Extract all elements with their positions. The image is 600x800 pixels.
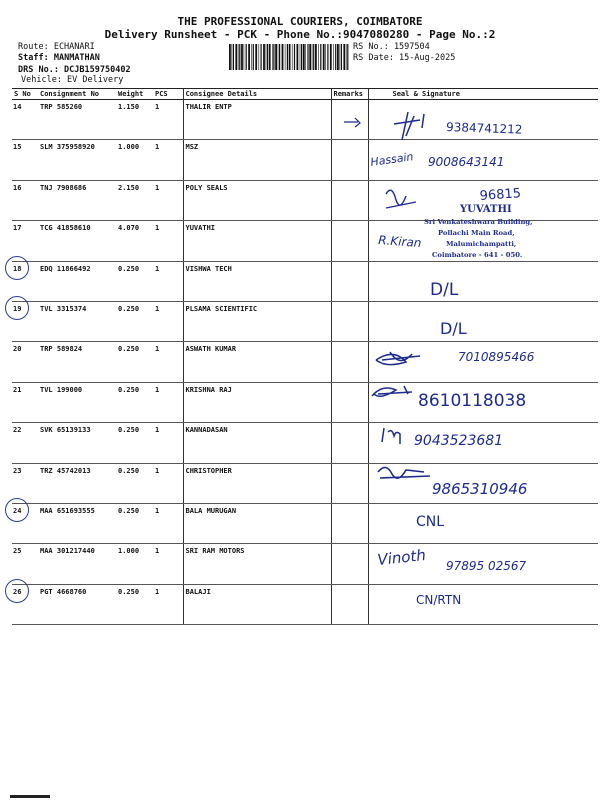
- consignment-no-text: EDQ 11866492: [40, 264, 91, 273]
- remarks-cell: [331, 301, 368, 341]
- remarks-cell: [331, 544, 368, 584]
- barcode-bar: [251, 44, 252, 70]
- sno-text: 24: [13, 506, 22, 515]
- barcode-bar: [341, 44, 342, 70]
- barcode-bar: [320, 44, 321, 70]
- sno-text: 26: [13, 587, 22, 596]
- barcode-bar: [267, 44, 268, 70]
- sno-text: 25: [13, 547, 22, 556]
- consignment-no-text: TVL 199000: [40, 385, 83, 394]
- pcs: [153, 342, 183, 382]
- consignment-no: [38, 342, 116, 382]
- signature-cell: [368, 342, 598, 382]
- barcode-bar: [244, 44, 245, 70]
- barcode-bar: [239, 44, 240, 70]
- pcs: [153, 544, 183, 584]
- barcode-bar: [278, 44, 279, 70]
- consignment-no: [38, 503, 116, 543]
- barcode-bar: [253, 44, 254, 70]
- table-row: [12, 423, 598, 463]
- barcode-bar: [333, 44, 334, 70]
- table-row: [12, 463, 598, 503]
- pcs: [153, 503, 183, 543]
- consignment-no-text: PGT 4668760: [40, 587, 87, 596]
- scan-edge-mark: [10, 795, 50, 798]
- consignment-no-text: MAA 301217440: [40, 547, 95, 556]
- stamp-line-3: Malumichampatti,: [446, 240, 517, 248]
- signature-cell: [368, 584, 598, 624]
- consignment-no: [38, 261, 116, 301]
- pcs: [153, 100, 183, 140]
- consignment-no-text: TNJ 7908686: [40, 183, 87, 192]
- barcode-bar: [263, 44, 265, 70]
- circled-mark: [5, 256, 29, 280]
- barcode-bar: [327, 44, 328, 70]
- pcs-text: 1: [155, 103, 160, 111]
- handwritten-remark: CN/RTN: [416, 593, 462, 607]
- sno-text: 18: [13, 264, 22, 273]
- weight: [116, 423, 153, 463]
- barcode-bar: [275, 44, 277, 70]
- col-signature: Seal & Signature: [368, 89, 598, 100]
- remarks-cell: [331, 382, 368, 422]
- pcs: [153, 221, 183, 261]
- consignment-no-text: SVK 65139133: [40, 426, 91, 435]
- barcode-bar: [282, 44, 284, 70]
- weight: [116, 221, 153, 261]
- signature-cell: [368, 301, 598, 341]
- table-row: [12, 180, 598, 220]
- remarks-cell: [331, 261, 368, 301]
- weight: [116, 382, 153, 422]
- sno-text: 22: [13, 426, 22, 435]
- handwritten-name: Hassain: [369, 150, 415, 169]
- barcode-bar: [337, 44, 339, 70]
- handwritten-phone: 9865310946: [432, 480, 528, 498]
- pcs: [153, 423, 183, 463]
- remarks-cell: [331, 100, 368, 140]
- consignment-no: [38, 584, 116, 624]
- consignee-details-text: BALAJI: [185, 587, 211, 596]
- sno: [12, 221, 38, 261]
- weight-text: 0.250: [118, 466, 140, 475]
- route-label: Route: ECHANARI: [18, 42, 95, 52]
- consignment-no-text: TCG 41858610: [40, 224, 91, 233]
- weight-text: 1.000: [118, 547, 140, 556]
- pcs: [153, 382, 183, 422]
- handwritten-phone: 96815: [479, 186, 522, 204]
- remarks-cell: [331, 584, 368, 624]
- sno: [12, 140, 38, 180]
- consignee-details: [183, 503, 331, 543]
- company-title: THE PROFESSIONAL COURIERS, COIMBATORE: [177, 15, 423, 28]
- weight: [116, 261, 153, 301]
- pcs-text: 1: [155, 264, 160, 273]
- handwritten-name: Vinoth: [376, 546, 427, 569]
- weight-text: 0.250: [118, 264, 140, 273]
- staff-name: MANMATHAN: [53, 53, 100, 63]
- barcode-bar: [292, 44, 293, 70]
- consignee-details: [183, 544, 331, 584]
- consignment-no-text: TRP 585260: [40, 103, 83, 111]
- barcode-bar: [347, 44, 348, 70]
- barcode-bar: [301, 44, 302, 70]
- col-consignment: Consignment No: [38, 89, 116, 100]
- barcode-bar: [335, 44, 336, 70]
- weight-text: 0.250: [118, 345, 140, 354]
- barcode-bar: [309, 44, 311, 70]
- weight: [116, 503, 153, 543]
- barcode-bar: [343, 44, 345, 70]
- sno: [12, 503, 38, 543]
- staff-key: Staff:: [18, 53, 49, 63]
- consignee-details-text: PLSAMA SCIENTIFIC: [185, 304, 258, 313]
- barcode-bar: [279, 44, 280, 70]
- barcode-bar: [248, 44, 250, 70]
- barcode-bar: [318, 44, 319, 70]
- consignment-no: [38, 221, 116, 261]
- remarks-cell: [331, 342, 368, 382]
- consignee-details-text: SRI RAM MOTORS: [185, 547, 245, 556]
- handwritten-remark: CNL: [416, 514, 445, 530]
- pcs-text: 1: [155, 385, 160, 394]
- pcs-text: 1: [155, 224, 160, 233]
- table-row: [12, 100, 598, 140]
- col-sno: S No: [12, 89, 38, 100]
- stamp-name: YUVATHI: [460, 204, 512, 215]
- weight-text: 0.250: [118, 587, 140, 596]
- sno: [12, 301, 38, 341]
- weight-text: 4.070: [118, 224, 140, 233]
- handwritten-remark: D/L: [440, 319, 467, 338]
- table-row: [12, 382, 598, 422]
- weight: [116, 140, 153, 180]
- barcode-bar: [305, 44, 306, 70]
- barcode-bar: [241, 44, 243, 70]
- barcode-bar: [232, 44, 233, 70]
- col-consignee: Consignee Details: [183, 89, 331, 100]
- consignee-details: [183, 180, 331, 220]
- barcode-bar: [287, 44, 288, 70]
- weight-text: 0.250: [118, 385, 140, 394]
- sno: [12, 423, 38, 463]
- barcode-bar: [273, 44, 274, 70]
- handwritten-phone: 9384741212: [445, 120, 523, 137]
- remarks-cell: [331, 180, 368, 220]
- signature-cell: [368, 382, 598, 422]
- table-row: [12, 584, 598, 624]
- consignee-details-text: VISHWA TECH: [185, 264, 232, 273]
- pcs-text: 1: [155, 547, 160, 556]
- consignee-details: [183, 100, 331, 140]
- consignee-details: [183, 584, 331, 624]
- weight: [116, 342, 153, 382]
- pcs: [153, 140, 183, 180]
- sno: [12, 180, 38, 220]
- barcode-bar: [289, 44, 291, 70]
- pcs-text: 1: [155, 345, 160, 354]
- signature-cell: [368, 423, 598, 463]
- signature-cell: [368, 221, 598, 261]
- signature-cell: [368, 463, 598, 503]
- barcode-bar: [300, 44, 301, 70]
- barcode-bar: [238, 44, 239, 70]
- col-pcs: PCS: [153, 89, 183, 100]
- sno-text: 19: [13, 304, 22, 313]
- consignment-no: [38, 544, 116, 584]
- runsheet-subtitle: Delivery Runsheet - PCK - Phone No.:9047080280 - Page No.:2: [104, 28, 496, 41]
- handwritten-phone: 9043523681: [414, 433, 504, 449]
- barcode-bar: [255, 44, 257, 70]
- remarks-cell: [331, 140, 368, 180]
- circled-mark: [5, 296, 29, 320]
- barcode-bar: [272, 44, 273, 70]
- pcs-text: 1: [155, 183, 160, 192]
- consignee-details: [183, 261, 331, 301]
- barcode-bar: [233, 44, 234, 70]
- signature-cell: [368, 100, 598, 140]
- consignee-details: [183, 382, 331, 422]
- barcode-bar: [297, 44, 299, 70]
- barcode-bar: [307, 44, 308, 70]
- barcode-bar: [259, 44, 260, 70]
- table-row: [12, 140, 598, 180]
- pcs: [153, 584, 183, 624]
- barcode-bar: [269, 44, 271, 70]
- runsheet-barcode: [229, 44, 351, 70]
- pcs-text: 1: [155, 426, 160, 435]
- weight: [116, 463, 153, 503]
- remarks-cell: [331, 423, 368, 463]
- consignee-details: [183, 140, 331, 180]
- pcs: [153, 180, 183, 220]
- barcode-bar: [261, 44, 262, 70]
- pcs-text: 1: [155, 506, 160, 515]
- weight: [116, 301, 153, 341]
- sno: [12, 584, 38, 624]
- stamp-line-2: Pollachi Main Road,: [438, 229, 515, 237]
- sno: [12, 342, 38, 382]
- pcs: [153, 261, 183, 301]
- consignment-no-text: TRP 589824: [40, 345, 83, 354]
- consignee-details-text: POLY SEALS: [185, 183, 228, 192]
- circled-mark: [5, 579, 29, 603]
- stamp-line-1: Sri Venkateshwara Building,: [424, 218, 533, 226]
- consignee-details-text: CHRISTOPHER: [185, 466, 232, 475]
- weight: [116, 180, 153, 220]
- barcode-bar: [312, 44, 313, 70]
- rs-date: RS Date: 15-Aug-2025: [353, 53, 456, 63]
- handwritten-name: R.Kiran: [377, 233, 422, 251]
- pcs: [153, 463, 183, 503]
- weight-text: 0.250: [118, 426, 140, 435]
- consignment-no: [38, 423, 116, 463]
- consignment-no-text: MAA 651693555: [40, 506, 95, 515]
- weight: [116, 544, 153, 584]
- consignee-details-text: YUVATHI: [185, 224, 216, 233]
- table-row: [12, 301, 598, 341]
- weight-text: 0.250: [118, 506, 140, 515]
- vehicle-label: Vehicle: EV Delivery: [21, 75, 124, 85]
- handwritten-phone: 8610118038: [418, 391, 527, 411]
- weight: [116, 584, 153, 624]
- handwritten-phone: 9008643141: [428, 155, 505, 169]
- barcode-bar: [303, 44, 305, 70]
- sno-text: 20: [13, 345, 22, 354]
- weight-text: 1.150: [118, 103, 140, 111]
- weight-text: 2.150: [118, 183, 140, 192]
- sno-text: 14: [13, 103, 22, 111]
- barcode-bar: [330, 44, 332, 70]
- handwritten-phone: 7010895466: [458, 350, 535, 364]
- consignment-no-text: TVL 3315374: [40, 304, 87, 313]
- barcode-bar: [229, 44, 231, 70]
- handwritten-phone: 97895 02567: [446, 559, 527, 573]
- rs-number: RS No.: 1597504: [353, 42, 430, 52]
- barcode-bar: [325, 44, 326, 70]
- signature-cell: [368, 503, 598, 543]
- consignment-no: [38, 301, 116, 341]
- table-row: [12, 342, 598, 382]
- col-weight: Weight: [116, 89, 153, 100]
- barcode-bar: [340, 44, 341, 70]
- signature-cell: [368, 140, 598, 180]
- drs-number: DRS No.: DCJB159750402: [18, 65, 131, 75]
- barcode-bar: [266, 44, 267, 70]
- signature-cell: [368, 180, 598, 220]
- consignee-details-text: ASWATH KUMAR: [185, 345, 237, 354]
- consignment-no: [38, 463, 116, 503]
- barcode-bar: [285, 44, 286, 70]
- sno: [12, 382, 38, 422]
- col-remarks: Remarks: [331, 89, 368, 100]
- pcs-text: 1: [155, 304, 160, 313]
- barcode-bar: [235, 44, 237, 70]
- barcode-bar: [323, 44, 325, 70]
- remarks-cell: [331, 503, 368, 543]
- consignee-details-text: MSZ: [185, 143, 199, 152]
- table-row: [12, 503, 598, 543]
- sno-text: 15: [13, 143, 22, 152]
- staff-label: [18, 53, 100, 63]
- pcs: [153, 301, 183, 341]
- consignment-no: [38, 100, 116, 140]
- sno: [12, 100, 38, 140]
- consignee-details: [183, 342, 331, 382]
- consignee-details: [183, 463, 331, 503]
- pcs-text: 1: [155, 466, 160, 475]
- barcode-bar: [246, 44, 247, 70]
- sno-text: 23: [13, 466, 22, 475]
- circled-mark: [5, 498, 29, 522]
- consignee-details-text: BALA MURUGAN: [185, 506, 237, 515]
- remarks-cell: [331, 463, 368, 503]
- consignee-details: [183, 221, 331, 261]
- stamp-line-4: Coimbatore - 641 - 050.: [432, 251, 523, 259]
- weight-text: 1.000: [118, 143, 140, 152]
- consignee-details: [183, 301, 331, 341]
- weight-text: 0.250: [118, 304, 140, 313]
- sno-text: 21: [13, 385, 22, 394]
- signature-cell: [368, 261, 598, 301]
- pcs-text: 1: [155, 143, 160, 152]
- barcode-bar: [313, 44, 314, 70]
- barcode-bar: [315, 44, 317, 70]
- consignee-details: [183, 423, 331, 463]
- runsheet-table: [12, 88, 598, 625]
- consignment-no-text: SLM 375958920: [40, 143, 95, 152]
- barcode-bar: [294, 44, 295, 70]
- consignee-details-text: KANNADASAN: [185, 426, 228, 435]
- consignment-no: [38, 180, 116, 220]
- table-row: [12, 544, 598, 584]
- sno-text: 16: [13, 183, 22, 192]
- signature-cell: [368, 544, 598, 584]
- weight: [116, 100, 153, 140]
- table-row: [12, 221, 598, 261]
- table-header-row: [12, 89, 598, 100]
- consignment-no: [38, 140, 116, 180]
- consignee-details-text: THALIR ENTP: [185, 103, 232, 111]
- consignee-details-text: KRISHNA RAJ: [185, 385, 232, 394]
- consignment-no-text: TRZ 45742013: [40, 466, 91, 475]
- table-row: [12, 261, 598, 301]
- remarks-cell: [331, 221, 368, 261]
- handwritten-remark: D/L: [430, 280, 459, 300]
- consignment-no: [38, 382, 116, 422]
- sno-text: 17: [13, 224, 22, 233]
- pcs-text: 1: [155, 587, 160, 596]
- barcode-bar: [346, 44, 347, 70]
